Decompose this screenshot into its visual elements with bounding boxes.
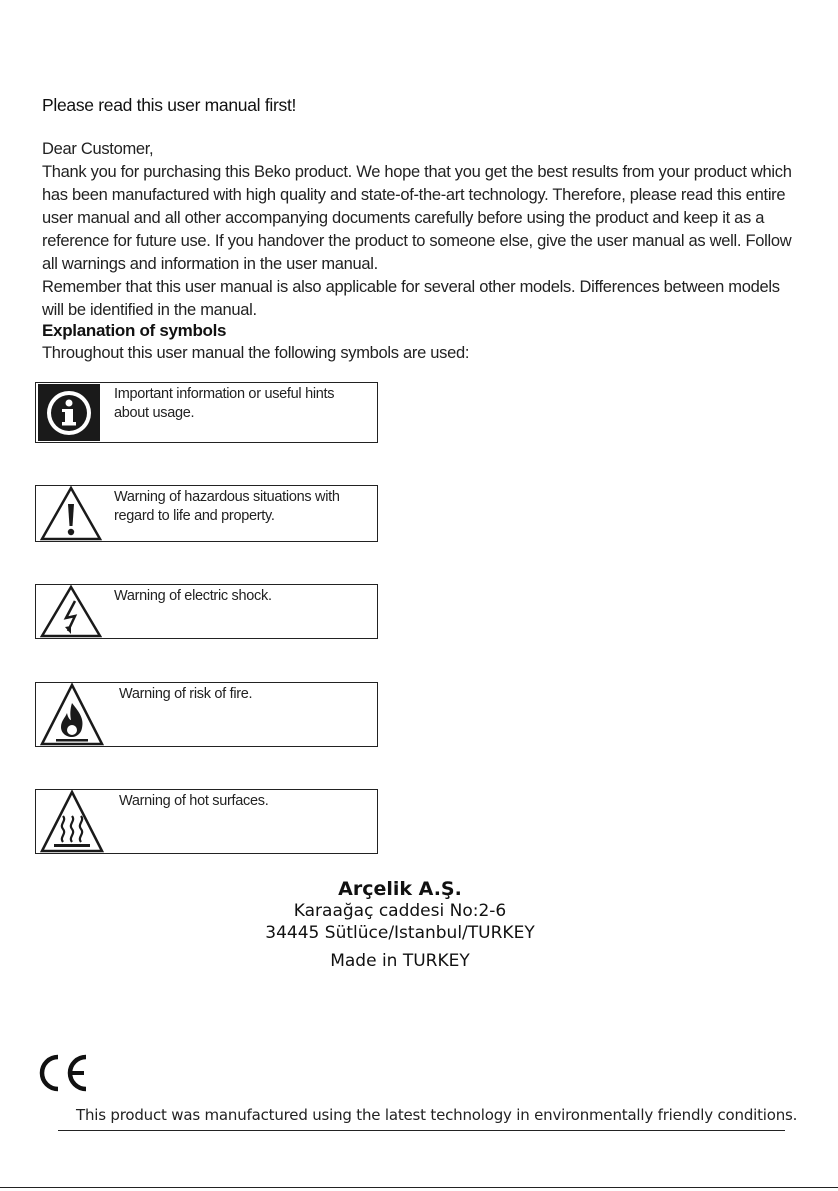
- electric-shock-icon: [40, 585, 102, 638]
- symbol-info-text: Important information or useful hints about usage.: [114, 386, 335, 421]
- symbols-intro: Throughout this user manual the following symbols are used:: [42, 344, 470, 362]
- footer-text: This product was manufactured using the latest technology in environmentally friendly conditions.: [76, 1106, 798, 1124]
- symbol-hot-text: Warning of hot surfaces.: [119, 793, 269, 809]
- page-bottom-divider: [0, 1187, 838, 1188]
- info-icon: [38, 384, 100, 441]
- symbol-fire-text: Warning of risk of fire.: [119, 686, 253, 702]
- intro-text: [42, 138, 802, 322]
- page-title: Please read this user manual first!: [42, 95, 297, 115]
- intro-paragraph-2: Remember that this user manual is also applicable for several other models. Differences between models will be identified in the manual.: [42, 278, 780, 319]
- street-line: Karaağaç caddesi No:2-6: [293, 901, 507, 921]
- symbol-warning-box: [35, 485, 378, 542]
- origin-line: Made in TURKEY: [330, 951, 470, 971]
- symbols-heading: Explanation of symbols: [42, 321, 227, 340]
- intro-paragraph-1: Thank you for purchasing this Beko product. We hope that you get the best results from your product which has been manufactured with high quality and state-of-the-art technology. Therefore, please read this entire user manual and all other accompanying documents carefully before using the product and keep it as a reference for future use. If you handover the product to someone else, give the user manual as well. Follow all warnings and information in the user manual.: [42, 163, 792, 273]
- symbol-electric-text: Warning of electric shock.: [114, 588, 272, 604]
- fire-icon: [40, 683, 104, 746]
- city-line: 34445 Sütlüce/Istanbul/TURKEY: [265, 923, 535, 943]
- symbol-hot-box: [35, 789, 378, 854]
- symbol-fire-box: [35, 682, 378, 747]
- symbol-electric-box: [35, 584, 378, 639]
- symbol-info-box: [35, 382, 378, 443]
- footer-divider: [58, 1130, 785, 1131]
- greeting: Dear Customer,: [42, 140, 154, 158]
- company-name: Arçelik A.Ş.: [338, 878, 462, 900]
- symbol-warning-text: Warning of hazardous situations with regard to life and property.: [114, 489, 340, 524]
- manufacturer-address: [0, 878, 800, 972]
- ce-mark-icon: [34, 1053, 94, 1093]
- warning-exclamation-icon: [40, 486, 102, 541]
- hot-surface-icon: [40, 790, 104, 853]
